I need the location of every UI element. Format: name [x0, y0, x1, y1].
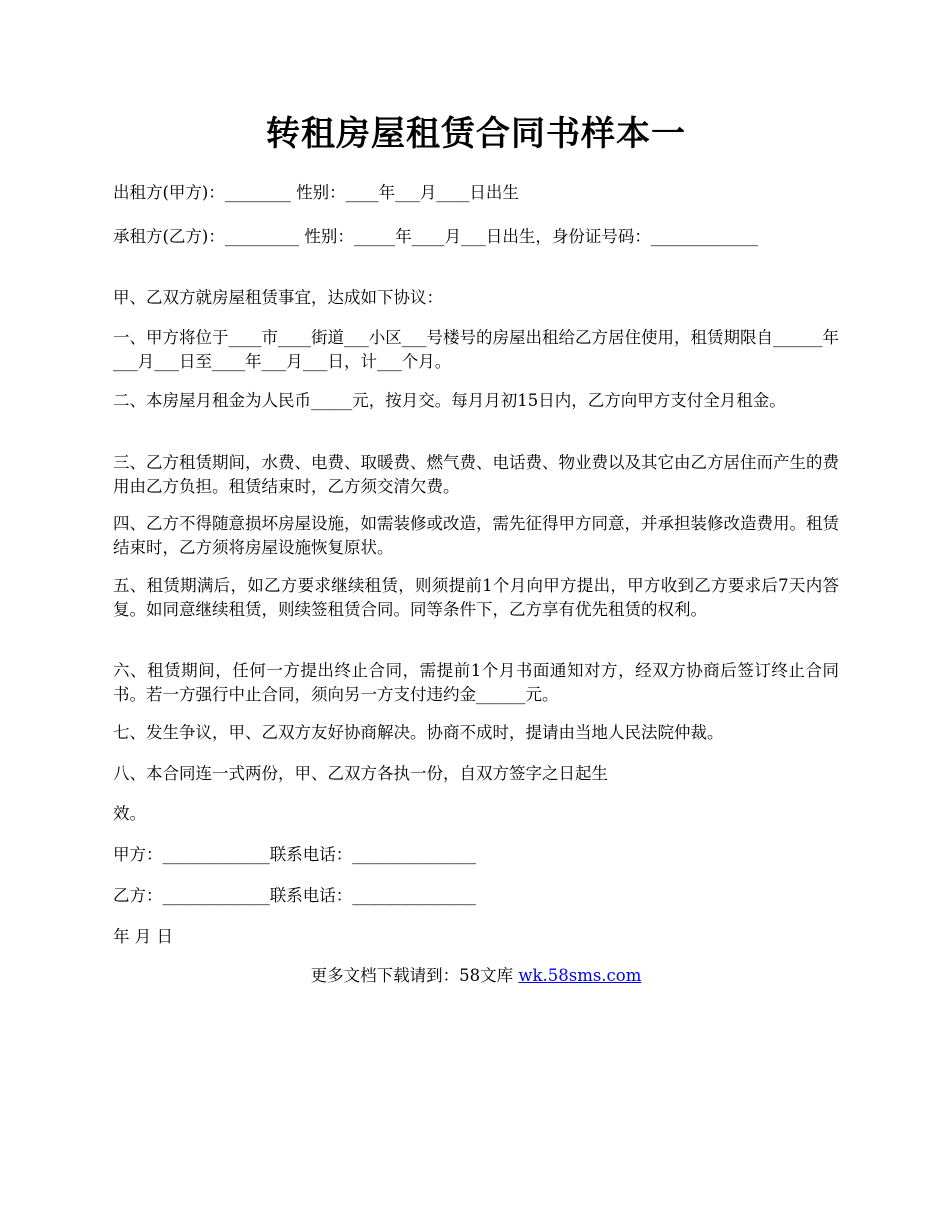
clause-6: 六、租赁期间，任何一方提出终止合同，需提前1个月书面通知对方，经双方协商后签订终止合同书。若一方强行中止合同，须向另一方支付违约金______元。: [113, 661, 839, 704]
party-a-signature-line: 甲方：_____________联系电话：_______________: [113, 845, 476, 864]
party-b-info: 承租方(乙方)：_________ 性别：_____年____月___日出生，身份证号码：_____________: [113, 227, 759, 246]
clause-8-continuation: 效。: [113, 804, 146, 823]
party-b-signature-line: 乙方：_____________联系电话：_______________: [113, 886, 476, 905]
agreement-intro: 甲、乙双方就房屋租赁事宜，达成如下协议：: [113, 288, 443, 307]
party-a-info: 出租方(甲方)：________ 性别：____年___月____日出生: [113, 183, 519, 202]
clause-7: 七、发生争议，甲、乙双方友好协商解决。协商不成时，提请由当地人民法院仲裁。: [113, 723, 724, 742]
clause-3: 三、乙方租赁期间，水费、电费、取暖费、燃气费、电话费、物业费以及其它由乙方居住而产生的费用由乙方负担。租赁结束时，乙方须交清欠费。: [113, 453, 839, 496]
date-line: 年 月 日: [113, 927, 173, 946]
footer-text: 更多文档下载请到：58文库: [310, 966, 519, 985]
clause-4: 四、乙方不得随意损坏房屋设施，如需装修或改造，需先征得甲方同意，并承担装修改造费用。租赁结束时，乙方须将房屋设施恢复原状。: [113, 514, 839, 557]
download-footer: [113, 964, 839, 988]
clause-2: 二、本房屋月租金为人民币_____元，按月交。每月月初15日内，乙方向甲方支付全月租金。: [113, 391, 786, 410]
document-title: 转租房屋租赁合同书样本一: [266, 114, 686, 154]
clause-8: 八、本合同连一式两份，甲、乙双方各执一份，自双方签字之日起生: [113, 764, 608, 783]
clause-1: 一、甲方将位于____市____街道___小区___号楼号的房屋出租给乙方居住使用，租赁期限自______年___月___日至____年___月___日，计___个月。: [113, 328, 839, 371]
footer-link[interactable]: wk.58sms.com: [518, 966, 642, 985]
clause-5: 五、租赁期满后，如乙方要求继续租赁，则须提前1个月向甲方提出，甲方收到乙方要求后7天内答复。如同意继续租赁，则续签租赁合同。同等条件下，乙方享有优先租赁的权利。: [113, 576, 839, 619]
